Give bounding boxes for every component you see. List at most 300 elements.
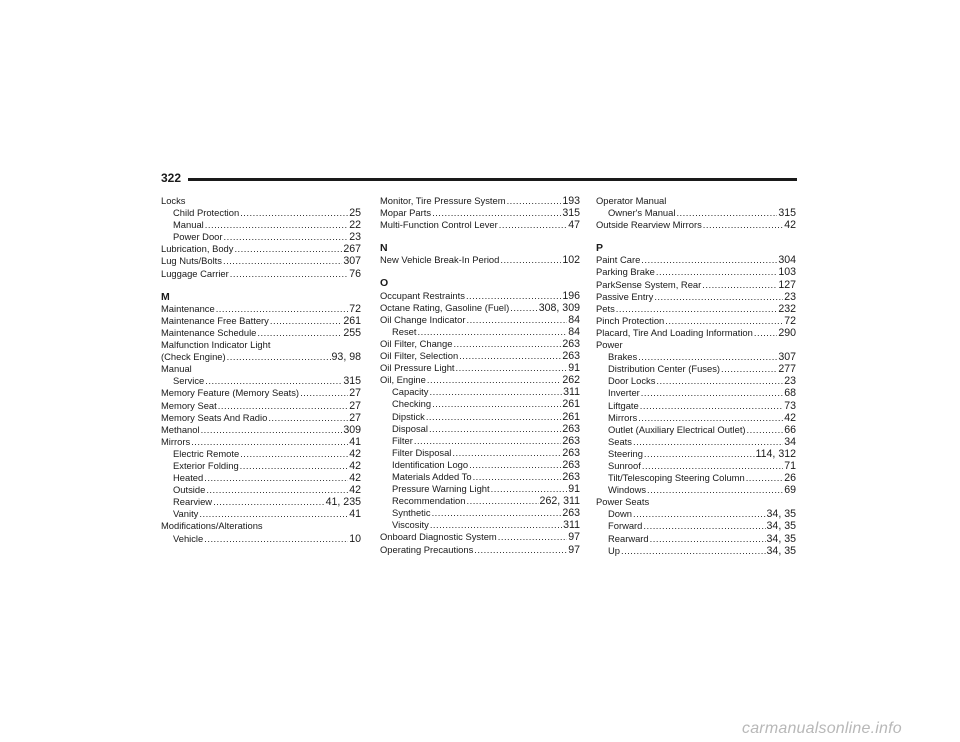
entry-page-ref[interactable]: 42 [349, 472, 361, 485]
entry-label: Multi-Function Control Lever [380, 219, 498, 231]
entry-label: Pinch Protection [596, 314, 665, 326]
index-subentry [161, 508, 361, 520]
index-entry [161, 243, 361, 255]
entry-page-ref[interactable]: 27 [349, 411, 361, 424]
dot-leader [418, 326, 568, 338]
index-subentry [596, 533, 796, 545]
dot-leader [703, 219, 783, 231]
dot-leader [300, 387, 348, 399]
dot-leader [746, 472, 784, 484]
dot-leader [268, 412, 348, 424]
entry-label: Forward [608, 520, 643, 532]
index-entry [596, 327, 796, 339]
index-entry [161, 339, 361, 351]
index-subentry [161, 533, 361, 545]
top-rule [188, 178, 797, 181]
entry-label: Materials Added To [392, 470, 472, 482]
dot-leader [213, 496, 325, 508]
entry-page-ref[interactable]: 304 [778, 254, 796, 267]
index-entry [596, 219, 796, 231]
dot-leader [747, 424, 784, 436]
index-entry [161, 363, 361, 375]
entry-label: Outside [173, 484, 206, 496]
entry-page-ref[interactable]: 23 [349, 231, 361, 244]
index-subentry [380, 459, 580, 471]
entry-label: Operating Precautions [380, 543, 474, 555]
entry-label: Placard, Tire And Loading Information [596, 326, 753, 338]
entry-page-ref[interactable]: 10 [349, 532, 361, 545]
dot-leader [218, 400, 348, 412]
index-subentry [596, 545, 796, 557]
index-column-2 [380, 195, 580, 556]
entry-label: Lubrication, Body [161, 243, 234, 255]
entry-label: Maintenance Free Battery [161, 314, 269, 326]
index-entry [596, 496, 796, 508]
index-entry [596, 254, 796, 266]
dot-leader [491, 483, 568, 495]
entry-page-ref[interactable]: 42 [349, 459, 361, 472]
entry-page-ref[interactable]: 68 [784, 387, 796, 400]
entry-page-ref[interactable]: 42 [784, 219, 796, 232]
index-subentry [380, 495, 580, 507]
entry-label: Outside Rearview Mirrors [596, 219, 702, 231]
dot-leader [270, 315, 342, 327]
entry-page-ref[interactable]: 91 [568, 483, 580, 496]
dot-leader [227, 351, 331, 363]
dot-leader [642, 460, 783, 472]
dot-leader [640, 400, 783, 412]
entry-label: Rearward [608, 532, 649, 544]
dot-leader [452, 447, 561, 459]
dot-leader [633, 436, 783, 448]
entry-page-ref[interactable]: 263 [562, 350, 580, 363]
index-entry [380, 314, 580, 326]
dot-leader [466, 290, 561, 302]
dot-leader [432, 207, 561, 219]
index-subentry [380, 507, 580, 519]
entry-label: Oil Filter, Change [380, 337, 453, 349]
entry-page-ref[interactable]: 255 [343, 326, 361, 339]
dot-leader [429, 386, 562, 398]
entry-page-ref[interactable]: 102 [562, 254, 580, 267]
entry-label: Seats [608, 435, 632, 447]
entry-label: New Vehicle Break-In Period [380, 254, 500, 266]
index-entry [161, 315, 361, 327]
dot-leader [633, 508, 766, 520]
entry-label: Identification Logo [392, 458, 469, 470]
entry-page-ref[interactable]: 76 [349, 267, 361, 280]
entry-page-ref[interactable]: 42 [349, 484, 361, 497]
index-subentry [380, 398, 580, 410]
index-subentry [161, 472, 361, 484]
entry-page-ref[interactable]: 34 [784, 435, 796, 448]
entry-page-ref[interactable]: 315 [343, 375, 361, 388]
dot-leader [432, 398, 561, 410]
index-subentry [596, 472, 796, 484]
entry-page-ref[interactable]: 277 [778, 363, 796, 376]
entry-label: Tilt/Telescoping Steering Column [608, 472, 745, 484]
index-subentry [596, 351, 796, 363]
entry-page-ref[interactable]: 263 [562, 434, 580, 447]
entry-page-ref[interactable]: 307 [343, 255, 361, 268]
dot-leader [754, 327, 777, 339]
entry-page-ref[interactable]: 315 [562, 207, 580, 220]
index-subentry [596, 363, 796, 375]
entry-page-ref[interactable]: 66 [784, 423, 796, 436]
index-entry [380, 374, 580, 386]
dot-leader [240, 207, 348, 219]
index-subentry [596, 520, 796, 532]
dot-leader [466, 495, 538, 507]
entry-label: Exterior Folding [173, 459, 239, 471]
dot-leader [414, 435, 561, 447]
entry-page-ref[interactable]: 311 [563, 519, 580, 532]
entry-page-ref[interactable]: 34, 35 [766, 544, 796, 557]
dot-leader [191, 436, 348, 448]
entry-page-ref[interactable]: 311 [563, 386, 580, 399]
index-subentry [596, 436, 796, 448]
entry-label: Electric Remote [173, 447, 240, 459]
index-subentry [380, 519, 580, 531]
dot-leader [456, 362, 568, 374]
dot-leader [499, 219, 567, 231]
dot-leader [429, 423, 561, 435]
entry-label: Up [608, 544, 620, 556]
entry-label: Memory Seats And Radio [161, 411, 268, 423]
entry-page-ref[interactable]: 127 [778, 278, 796, 291]
dot-leader [665, 315, 783, 327]
entry-label: Recommendation [392, 495, 466, 507]
entry-label: Owner's Manual [608, 207, 676, 219]
dot-leader [223, 255, 342, 267]
dot-leader [641, 387, 783, 399]
entry-label: Onboard Diagnostic System [380, 531, 497, 543]
entry-label: Heated [173, 472, 204, 484]
entry-label: Operator Manual [596, 195, 667, 206]
dot-leader [453, 338, 561, 350]
entry-label: Rearview [173, 496, 213, 508]
index-subentry [161, 460, 361, 472]
index-subentry [380, 411, 580, 423]
index-subentry [380, 471, 580, 483]
entry-label: Pressure Warning Light [392, 483, 490, 495]
entry-label: Octane Rating, Gasoline (Fuel) [380, 301, 510, 313]
index-entry [380, 254, 580, 266]
index-subentry [596, 207, 796, 219]
index-entry [380, 531, 580, 543]
index-entry [161, 195, 361, 207]
index-subentry [380, 326, 580, 338]
entry-page-ref[interactable]: 34, 35 [766, 532, 796, 545]
dot-leader [621, 545, 766, 557]
entry-label: Checking [392, 398, 432, 410]
entry-page-ref[interactable]: 47 [568, 219, 580, 232]
index-entry [380, 350, 580, 362]
entry-page-ref[interactable]: 196 [562, 289, 580, 302]
entry-label: Modifications/Alterations [161, 520, 263, 532]
entry-page-ref[interactable]: 71 [784, 459, 796, 472]
index-subentry [161, 219, 361, 231]
dot-leader [240, 460, 349, 472]
entry-label: Door Locks [608, 375, 656, 387]
entry-page-ref[interactable]: 263 [562, 422, 580, 435]
entry-label: Oil Change Indicator [380, 313, 466, 325]
dot-leader [643, 520, 765, 532]
dot-leader [257, 327, 342, 339]
dot-leader [459, 350, 561, 362]
entry-label: Disposal [392, 422, 428, 434]
entry-page-ref[interactable]: 263 [562, 446, 580, 459]
dot-leader [204, 533, 348, 545]
index-subentry [161, 496, 361, 508]
entry-page-ref[interactable]: 27 [349, 387, 361, 400]
entry-page-ref[interactable]: 309 [343, 423, 361, 436]
entry-label: Maintenance [161, 302, 215, 314]
entry-page-ref[interactable]: 261 [562, 398, 580, 411]
index-entry [380, 362, 580, 374]
entry-page-ref[interactable]: 290 [778, 326, 796, 339]
entry-page-ref[interactable]: 72 [784, 314, 796, 327]
entry-page-ref[interactable]: 262, 311 [539, 495, 580, 508]
page-number: 322 [161, 171, 182, 185]
entry-page-ref[interactable]: 41 [349, 508, 361, 521]
index-entry [161, 303, 361, 315]
dot-leader [230, 268, 348, 280]
entry-page-ref[interactable]: 34, 35 [766, 520, 796, 533]
entry-page-ref[interactable]: 23 [784, 290, 796, 303]
entry-page-ref[interactable]: 97 [568, 531, 580, 544]
entry-page-ref[interactable]: 69 [784, 484, 796, 497]
dot-leader [240, 448, 348, 460]
dot-leader [427, 374, 561, 386]
entry-label: Manual [173, 219, 204, 231]
entry-label: (Check Engine) [161, 351, 226, 363]
index-entry [380, 290, 580, 302]
dot-leader [638, 412, 783, 424]
index-entry [161, 255, 361, 267]
index-subentry [596, 375, 796, 387]
index-entry [380, 219, 580, 231]
entry-label: Viscosity [392, 519, 429, 531]
entry-page-ref[interactable]: 22 [349, 219, 361, 232]
entry-label: Power [596, 339, 623, 351]
entry-page-ref[interactable]: 103 [778, 266, 796, 279]
entry-page-ref[interactable]: 308, 309 [538, 301, 580, 314]
entry-label: Sunroof [608, 459, 641, 471]
index-subentry [596, 412, 796, 424]
index-entry [161, 400, 361, 412]
index-subentry [380, 447, 580, 459]
entry-label: Power Seats [596, 496, 650, 508]
entry-page-ref[interactable]: 193 [562, 195, 580, 207]
entry-page-ref[interactable]: 307 [778, 351, 796, 364]
index-entry [380, 338, 580, 350]
entry-label: Vehicle [173, 532, 204, 544]
index-subentry [596, 424, 796, 436]
entry-label: Power Door [173, 231, 223, 243]
entry-label: Filter [392, 434, 413, 446]
dot-leader [474, 544, 567, 556]
index-entry [161, 436, 361, 448]
dot-leader [426, 411, 561, 423]
dot-leader [498, 531, 567, 543]
index-section-letter: N [380, 242, 388, 255]
index-subentry [380, 386, 580, 398]
entry-page-ref[interactable]: 72 [349, 302, 361, 315]
entry-page-ref[interactable]: 73 [784, 399, 796, 412]
entry-label: Paint Care [596, 254, 641, 266]
index-entry [161, 327, 361, 339]
index-column-1 [161, 195, 361, 545]
index-subentry [596, 448, 796, 460]
index-subentry [161, 484, 361, 496]
dot-leader [676, 207, 777, 219]
entry-label: Oil, Engine [380, 374, 426, 386]
entry-label: Monitor, Tire Pressure System [380, 195, 506, 206]
entry-label: Vanity [173, 508, 199, 520]
entry-page-ref[interactable]: 267 [343, 243, 361, 256]
entry-label: Mirrors [161, 435, 191, 447]
entry-page-ref[interactable]: 26 [784, 472, 796, 485]
index-entry [161, 412, 361, 424]
entry-label: Manual [161, 363, 192, 375]
index-section-letter: O [380, 277, 389, 290]
index-subentry [161, 375, 361, 387]
index-entry [161, 520, 361, 532]
entry-label: Oil Filter, Selection [380, 350, 459, 362]
entry-page-ref[interactable]: 25 [349, 207, 361, 220]
entry-page-ref[interactable]: 42 [784, 411, 796, 424]
entry-label: Liftgate [608, 399, 639, 411]
entry-page-ref[interactable]: 41 [349, 435, 361, 448]
index-entry [161, 351, 361, 363]
index-subentry [380, 423, 580, 435]
entry-page-ref[interactable]: 23 [784, 375, 796, 388]
dot-leader [234, 243, 342, 255]
entry-label: Dipstick [392, 410, 425, 422]
entry-label: Synthetic [392, 507, 431, 519]
entry-page-ref[interactable]: 34, 35 [766, 508, 796, 521]
index-entry [596, 339, 796, 351]
entry-label: Service [173, 375, 205, 387]
index-entry [596, 315, 796, 327]
entry-label: Capacity [392, 386, 429, 398]
entry-page-ref[interactable]: 114, 312 [755, 447, 796, 460]
dot-leader [654, 291, 783, 303]
index-subentry [380, 435, 580, 447]
dot-leader [473, 471, 562, 483]
dot-leader [224, 231, 349, 243]
entry-page-ref[interactable]: 263 [562, 507, 580, 520]
dot-leader [500, 254, 561, 266]
entry-label: Maintenance Schedule [161, 326, 257, 338]
entry-page-ref[interactable]: 84 [568, 313, 580, 326]
entry-label: Reset [392, 325, 417, 337]
entry-page-ref[interactable]: 262 [562, 374, 580, 387]
index-section-letter: M [161, 290, 170, 303]
entry-label: ParkSense System, Rear [596, 278, 702, 290]
dot-leader [721, 363, 777, 375]
entry-page-ref[interactable]: 41, 235 [325, 496, 361, 509]
index-entry [596, 303, 796, 315]
entry-page-ref[interactable]: 91 [568, 362, 580, 375]
dot-leader [656, 375, 783, 387]
entry-page-ref[interactable]: 97 [568, 543, 580, 556]
entry-label: Steering [608, 447, 643, 459]
index-entry [380, 544, 580, 556]
dot-leader [430, 519, 562, 531]
dot-leader [641, 254, 777, 266]
index-subentry [596, 400, 796, 412]
index-column-3 [596, 195, 796, 557]
index-section-letter: P [596, 242, 604, 255]
dot-leader [638, 351, 777, 363]
entry-label: Oil Pressure Light [380, 362, 455, 374]
index-subentry [596, 387, 796, 399]
index-entry [596, 195, 796, 207]
dot-leader [216, 303, 349, 315]
index-entry [596, 266, 796, 278]
entry-label: Luggage Carrier [161, 267, 229, 279]
entry-page-ref[interactable]: 27 [349, 399, 361, 412]
entry-page-ref[interactable]: 232 [778, 302, 796, 315]
entry-label: Passive Entry [596, 290, 654, 302]
index-entry [161, 387, 361, 399]
entry-label: Inverter [608, 387, 640, 399]
dot-leader [644, 448, 755, 460]
index-subentry [596, 508, 796, 520]
index-entry [596, 291, 796, 303]
entry-label: Down [608, 508, 632, 520]
dot-leader [432, 507, 562, 519]
entry-page-ref[interactable]: 93, 98 [331, 351, 361, 364]
entry-page-ref[interactable]: 42 [349, 447, 361, 460]
entry-label: Mopar Parts [380, 207, 432, 219]
entry-label: Malfunction Indicator Light [161, 339, 271, 351]
index-entry [161, 268, 361, 280]
dot-leader [650, 533, 766, 545]
index-subentry [596, 484, 796, 496]
index-entry [380, 195, 580, 207]
index-entry [161, 424, 361, 436]
dot-leader [510, 302, 538, 314]
entry-page-ref[interactable]: 261 [562, 410, 580, 423]
watermark: carmanualsonline.info [742, 720, 902, 737]
entry-page-ref[interactable]: 263 [562, 337, 580, 350]
index-subentry [380, 483, 580, 495]
entry-page-ref[interactable]: 84 [568, 325, 580, 338]
index-entry [380, 207, 580, 219]
dot-leader [616, 303, 778, 315]
dot-leader [647, 484, 783, 496]
entry-label: Occupant Restraints [380, 289, 465, 301]
entry-page-ref[interactable]: 315 [778, 207, 796, 220]
index-entry [596, 279, 796, 291]
entry-label: Pets [596, 302, 615, 314]
dot-leader [702, 279, 777, 291]
entry-label: Lug Nuts/Bolts [161, 255, 222, 267]
entry-label: Brakes [608, 351, 638, 363]
entry-page-ref[interactable]: 263 [562, 458, 580, 471]
dot-leader [507, 195, 562, 207]
entry-page-ref[interactable]: 261 [343, 314, 361, 327]
entry-page-ref[interactable]: 263 [562, 470, 580, 483]
index-subentry [161, 231, 361, 243]
dot-leader [466, 314, 567, 326]
entry-label: Memory Seat [161, 399, 217, 411]
entry-label: Outlet (Auxiliary Electrical Outlet) [608, 423, 746, 435]
entry-label: Mirrors [608, 411, 638, 423]
